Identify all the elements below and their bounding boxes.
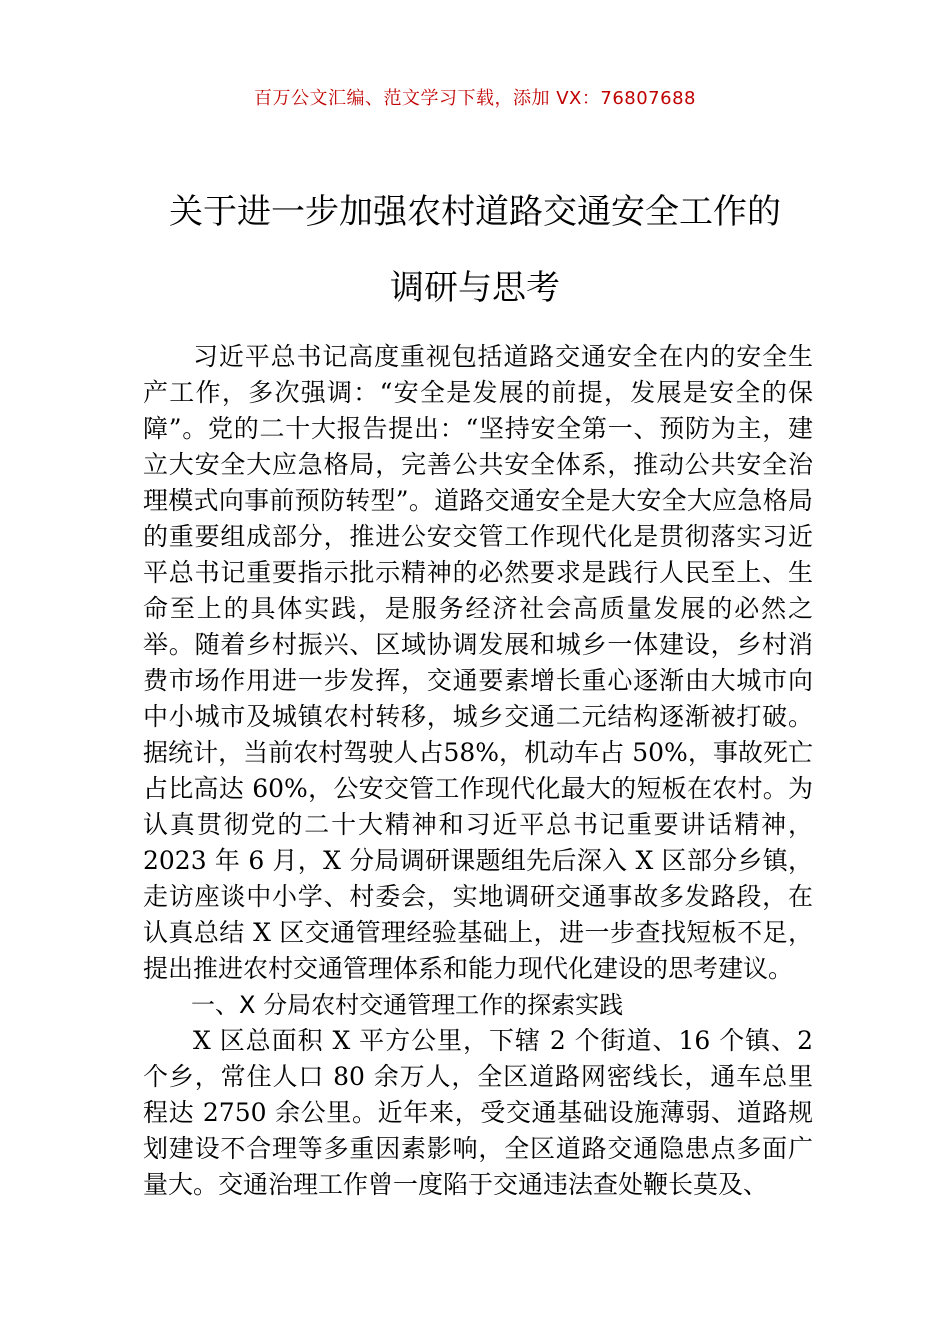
title-line-1: 关于进一步加强农村道路交通安全工作的 — [169, 192, 781, 232]
intro-paragraph: 习近平总书记高度重视包括道路交通安全在内的安全生产工作，多次强调：“安全是发展的前提，发展是安全的保障”。党的二十大报告提出：“坚持安全第一、预防为主，建立大安全大应急格局，完善公共安全体系，推动公共安全治理模式向事前预防转型”。道路交通安全是大安全大应急格局的重要组成部分，推进公安交管工作现代化是贯彻落实习近平总书记重要指示批示精神的必然要求是践行人民至上、生命至上的具体实践，是服务经济社会高质量发展的必然之举。随着乡村振兴、区域协调发展和城乡一体建设，乡村消费市场作用进一步发挥，交通要素增长重心逐渐由大城市向中小城市及城镇农村转移，城乡交通二元结构逐渐被打破。据统计，当前农村驾驶人占58%，机动车占 50%，事故死亡占比高达 60%，公安交管工作现代化最大的短板在农村。为认真贯彻党的二十大精神和习近平总书记重要讲话精神，2023 年 6 月，X 分局调研课题组先后深入 X 区部分乡镇，走访座谈中小学、村委会，实地调研交通事故多发路段，在认真总结 X 区交通管理经验基础上，进一步查找短板不足，提出推进农村交通管理体系和能力现代化建设的思考建议。 — [143, 342, 813, 983]
header-note: 百万公文汇编、范文学习下载，添加 VX：76807688 — [254, 88, 696, 109]
title-line-2: 调研与思考 — [390, 268, 560, 308]
section-paragraph: X 区总面积 X 平方公里，下辖 2 个街道、16 个镇、2 个乡，常住人口 80 余万人，全区道路网密线长，通车总里程达 2750 余公里。近年来，受交通基础设施薄弱、道路规划建设不合理等多重因素影响，全区道路交通隐患点多面广量大。交通治理工作曾一度陷于交通违法查处鞭长莫及、 — [143, 1026, 813, 1199]
document-body — [143, 339, 813, 1203]
document-title — [60, 174, 890, 326]
section-heading: 一、X 分局农村交通管理工作的探索实践 — [191, 991, 624, 1019]
